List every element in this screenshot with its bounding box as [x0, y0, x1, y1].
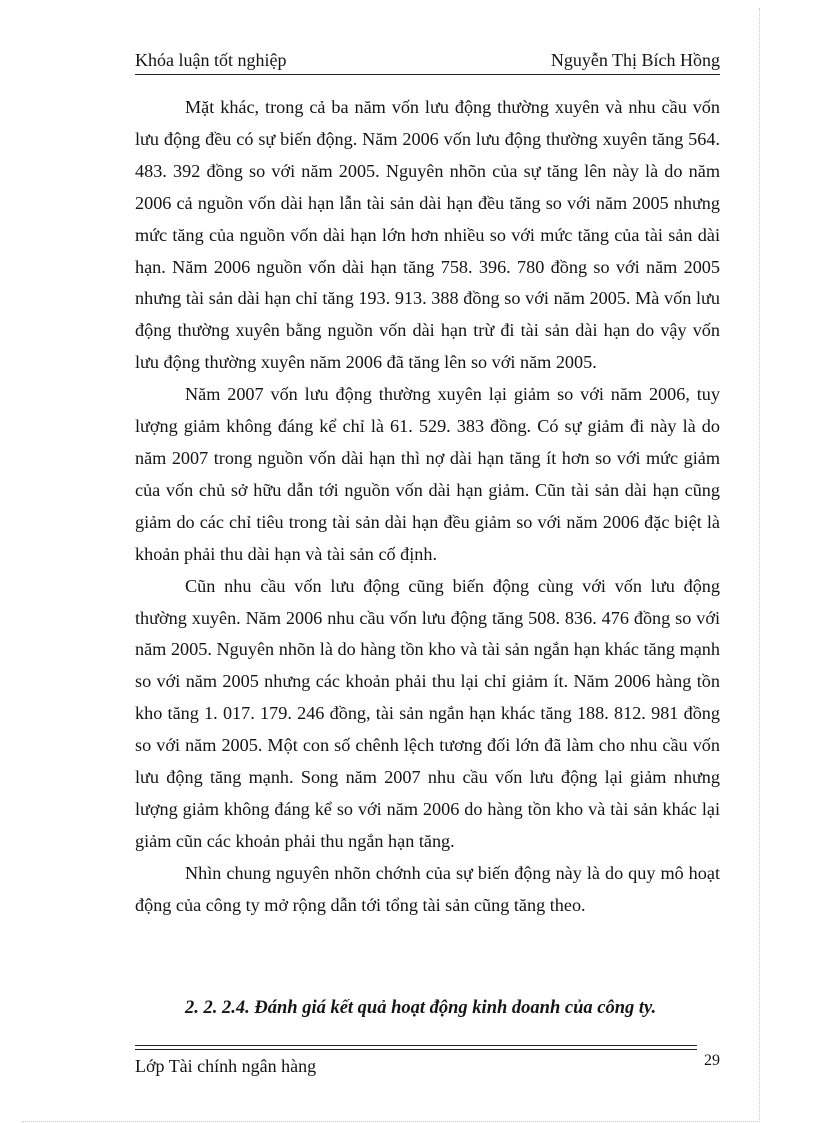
footer-divider	[135, 1045, 697, 1050]
header-author-name: Nguyễn Thị Bích Hồng	[550, 50, 720, 70]
section-heading: 2. 2. 2.4. Đánh giá kết quả hoạt động kinh doanh của công ty.	[185, 998, 657, 1018]
page-frame-right-border	[759, 8, 760, 1120]
page-frame-bottom-border	[22, 1121, 760, 1122]
paragraph-4: Nhìn chung nguyên nhõn chớnh của sự biến động này là do quy mô hoạt động của công ty mở rộng dẫn tới tổng tài sản cũng tăng theo.	[135, 862, 720, 915]
body-text	[135, 92, 720, 922]
page-number: 29	[704, 1052, 720, 1069]
page-header	[135, 48, 720, 75]
header-thesis-title: Khóa luận tốt nghiệp	[135, 50, 287, 70]
paragraph-3: Cũn nhu cầu vốn lưu động cũng biến động cùng với vốn lưu động thường xuyên. Năm 2006 nhu cầu vốn lưu động tăng 508. 836. 476 đồng so với năm 2005. Nguyên nhõn là do hàng tồn kho và tài sản ngắn hạn khác tăng mạnh so với năm 2005 nhưng các khoản phải thu lại chỉ giảm ít. Năm 2006 hàng tồn kho tăng 1. 017. 179. 246 đồng, tài sản ngắn hạn khác tăng 188. 812. 981 đồng so với năm 2005. Một con số chênh lệch tương đối lớn đã làm cho nhu cầu vốn lưu động tăng mạnh. Song năm 2007 nhu cầu vốn lưu động lại giảm nhưng lượng giảm không đáng kể so với năm 2006 do hàng tồn kho và tài sản khác lại giảm cũn các khoản phải thu ngắn hạn tăng.	[135, 575, 720, 851]
paragraph-1: Mặt khác, trong cả ba năm vốn lưu động thường xuyên và nhu cầu vốn lưu động đều có sự biến động. Năm 2006 vốn lưu động thường xuyên tăng 564. 483. 392 đồng so với năm 2005. Nguyên nhõn của sự tăng lên này là do năm 2006 cả nguồn vốn dài hạn lẫn tài sản dài hạn đều tăng so với năm 2005 nhưng mức tăng của nguồn vốn dài hạn lớn hơn nhiều so với mức tăng của tài sản dài hạn. Năm 2006 nguồn vốn dài hạn tăng 758. 396. 780 đồng so với năm 2005 nhưng tài sản dài hạn chỉ tăng 193. 913. 388 đồng so với năm 2005. Mà vốn lưu động thường xuyên bằng nguồn vốn dài hạn trừ đi tài sản dài hạn do vậy vốn lưu động thường xuyên năm 2006 đã tăng lên so với năm 2005.	[135, 97, 720, 373]
footer-class-name: Lớp Tài chính ngân hàng	[135, 1056, 317, 1076]
paragraph-2: Năm 2007 vốn lưu động thường xuyên lại giảm so với năm 2006, tuy lượng giảm không đáng kể chỉ là 61. 529. 383 đồng. Có sự giảm đi này là do năm 2007 trong nguồn vốn dài hạn thì nợ dài hạn tăng ít hơn so với mức giảm của vốn chủ sở hữu dẫn tới nguồn vốn dài hạn giảm. Cũn tài sản dài hạn cũng giảm do các chỉ tiêu trong tài sản dài hạn đều giảm so với năm 2006 đặc biệt là khoản phải thu dài hạn và tài sản cố định.	[135, 384, 720, 564]
